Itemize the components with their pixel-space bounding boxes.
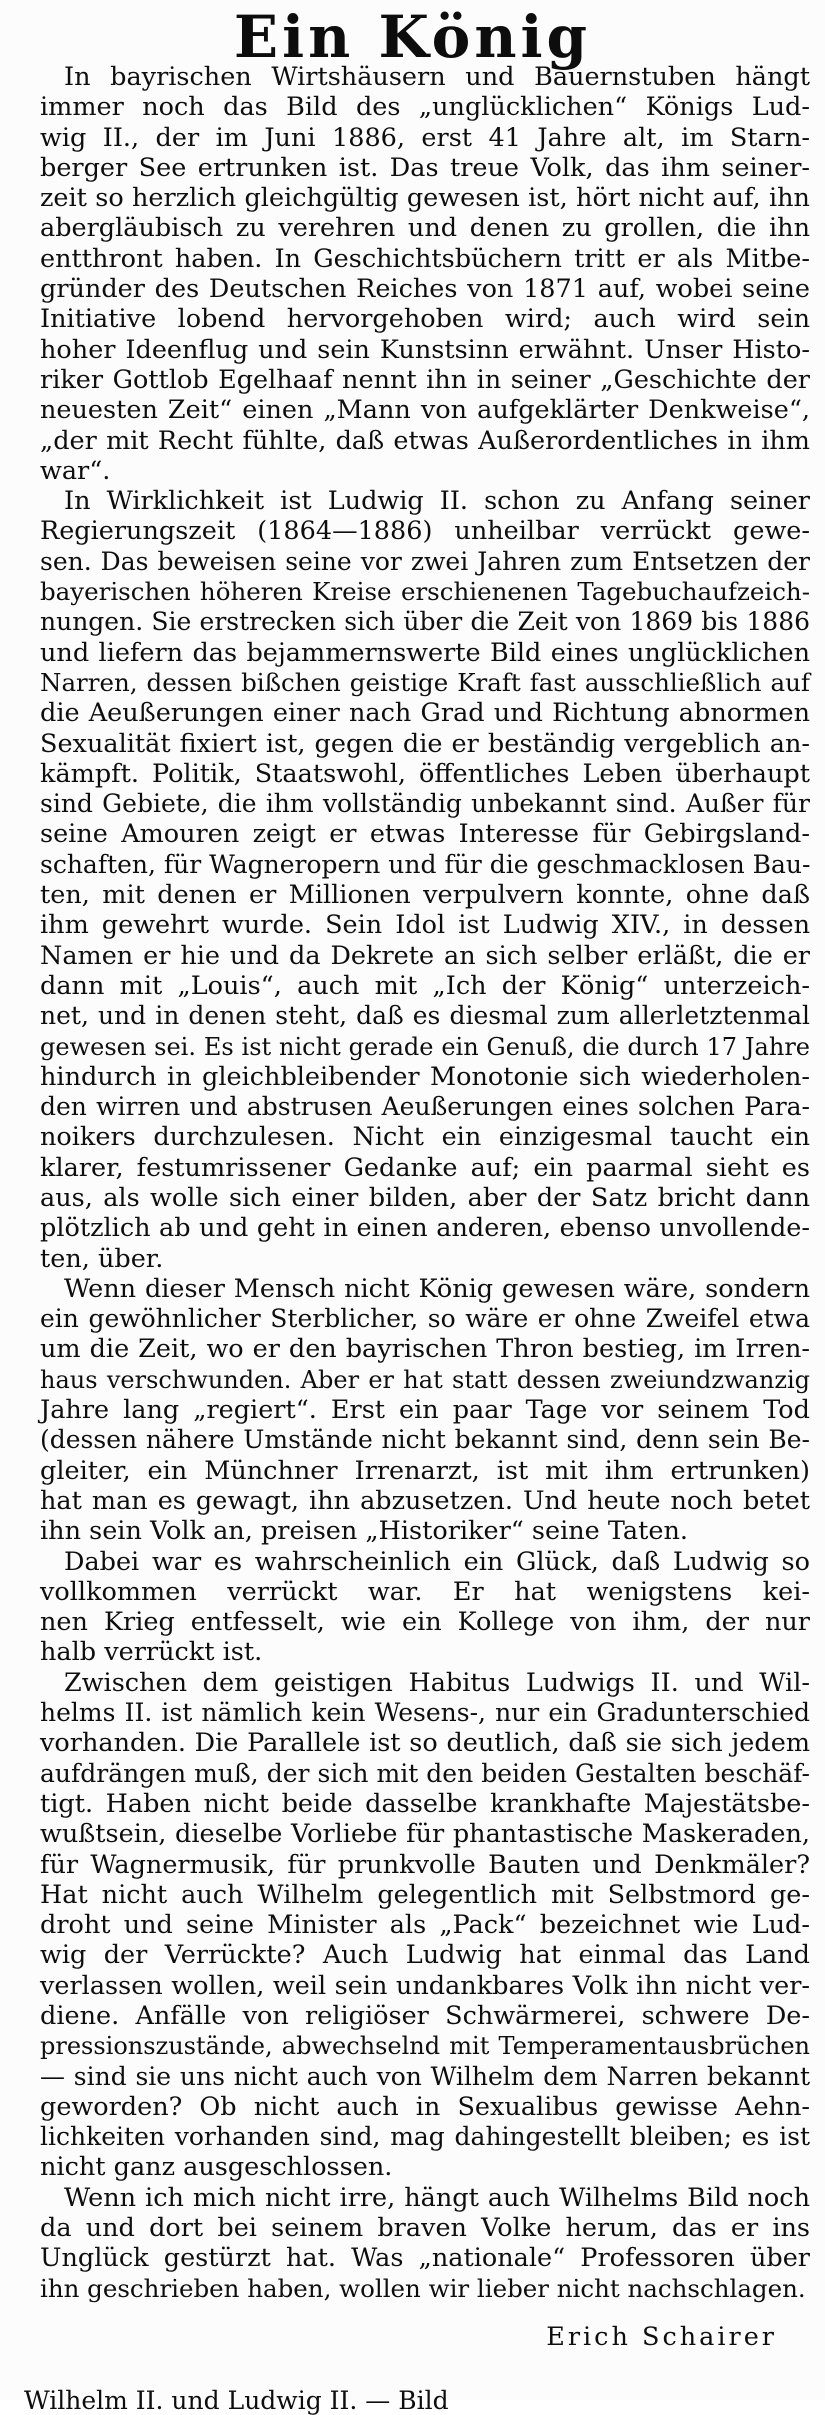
text-line: Namen er hie und da Dekrete an sich selber erläßt, die er — [40, 940, 810, 971]
text-line: da und dort bei seinem braven Volke herum, das er ins — [40, 2213, 810, 2244]
text-line: (dessen nähere Umstände nicht bekannt sind, denn sein Be- — [40, 1425, 810, 1455]
text-line: Narren, dessen bißchen geistige Kraft fast ausschließlich auf — [40, 667, 810, 697]
paragraph — [40, 2183, 810, 2304]
paragraph — [40, 486, 810, 1274]
paragraph — [40, 1274, 810, 1547]
text-line: verlassen wollen, weil sein undankbares Volk ihn nicht ver- — [40, 1970, 810, 2001]
text-line: net, und in denen steht, daß es diesmal zum allerletztenmal — [40, 1001, 810, 1031]
text-line: zeit so herzlich gleichgültig gewesen ist, hört nicht auf, ihn — [40, 183, 810, 214]
text-line: In Wirklichkeit ist Ludwig II. schon zu Anfang seiner — [64, 486, 810, 517]
text-line: ihm gewehrt wurde. Sein Idol ist Ludwig XIV., in dessen — [40, 910, 810, 941]
text-line: sen. Das beweisen seine vor zwei Jahren zum Entsetzen der — [40, 546, 810, 576]
paragraph — [40, 1547, 810, 1668]
text-line: Unglück gestürzt hat. Was „nationale“ Professoren über — [40, 2243, 810, 2274]
text-line: hindurch in gleichbleibender Monotonie sich wiederholen- — [40, 1061, 810, 1092]
text-line: wig II., der im Juni 1886, erst 41 Jahre alt, im Starn- — [40, 122, 810, 153]
text-line: ten, über. — [40, 1243, 164, 1274]
text-line: pressionszustände, abwechselnd mit Temperamentausbrüchen — [40, 2032, 810, 2061]
text-line: dann mit „Louis“, auch mit „Ich der König“ unterzeich- — [40, 970, 810, 1001]
text-line: wig der Verrückte? Auch Ludwig hat einmal das Land — [40, 1940, 810, 1971]
text-line: entthront haben. In Geschichtsbüchern tritt er als Mitbe- — [40, 243, 810, 274]
author-signature: Erich Schairer — [546, 2322, 777, 2352]
text-line: lichkeiten vorhanden sind, mag dahingestellt bleiben; es ist — [40, 2122, 810, 2152]
text-line: diene. Anfälle von religiöser Schwärmerei, schwere De- — [40, 2001, 810, 2031]
text-line: hoher Ideenflug und sein Kunstsinn erwähnt. Unser Histo- — [40, 334, 810, 365]
text-line: Zwischen dem geistigen Habitus Ludwigs II. und Wil- — [64, 1667, 810, 1698]
text-line: gleiter, ein Münchner Irrenarzt, ist mit ihm ertrunken) — [40, 1455, 810, 1486]
article-body — [40, 62, 810, 2304]
text-line: immer noch das Bild des „unglücklichen“ Königs Lud- — [40, 92, 810, 123]
text-line: schaften, für Wagneropern und für die geschmacklosen Bau- — [40, 849, 811, 879]
text-line: gewesen sei. Es ist nicht gerade ein Genuß, die durch 17 Jahre — [40, 1032, 810, 1061]
text-line: kämpft. Politik, Staatswohl, öffentliches Leben überhaupt — [40, 758, 810, 789]
text-line: hat man es gewagt, ihn abzusetzen. Und heute noch betet — [40, 1485, 810, 1516]
text-line: plötzlich ab und geht in einen anderen, ebenso unvollende- — [40, 1213, 810, 1244]
text-line: — sind sie uns nicht auch von Wilhelm dem Narren bekannt — [40, 2061, 810, 2091]
text-line: sind Gebiete, die ihm vollständig unbekannt sind. Außer für — [40, 789, 810, 819]
text-line: geworden? Ob nicht auch in Sexualibus gewisse Aehn- — [40, 2091, 810, 2122]
text-line: ein gewöhnlicher Sterblicher, so wäre er ohne Zweifel etwa — [40, 1304, 810, 1334]
text-line: abergläubisch zu verehren und denen zu grollen, die ihn — [40, 213, 810, 244]
text-line: ten, mit denen er Millionen verpulvern konnte, ohne daß — [40, 880, 810, 911]
text-line: bayerischen höheren Kreise erschienenen Tagebuchaufzeich- — [40, 577, 810, 607]
text-line: Initiative lobend hervorgehoben wird; auch wird sein — [40, 304, 810, 335]
text-line: noikers durchzulesen. Nicht ein einzigesmal taucht ein — [40, 1122, 810, 1153]
text-line: klarer, festumrissener Gedanke auf; ein paarmal sieht es — [40, 1152, 810, 1183]
text-line: Sexualität fixiert ist, gegen die er beständig vergeblich an- — [40, 728, 810, 759]
text-line: um die Zeit, wo er den bayrischen Thron bestieg, im Irren- — [40, 1334, 810, 1365]
text-line: Jahre lang „regiert“. Erst ein paar Tage vor seinem Tod — [40, 1395, 810, 1426]
text-line: seine Amouren zeigt er etwas Interesse für Gebirgsland- — [40, 819, 810, 850]
text-line: helms II. ist nämlich kein Wesens-, nur ein Gradunterschied — [40, 1698, 810, 1728]
text-line: nen Krieg entfesselt, wie ein Kollege von ihm, der nur — [40, 1607, 810, 1638]
text-line: aufdrängen muß, der sich mit den beiden Gestalten beschäf- — [40, 1758, 810, 1788]
text-line: In bayrischen Wirtshäusern und Bauernstuben hängt — [64, 62, 810, 92]
paragraph — [40, 62, 810, 486]
text-line: Dabei war es wahrscheinlich ein Glück, daß Ludwig so — [64, 1546, 810, 1577]
text-line: gründer des Deutschen Reiches von 1871 auf, wobei seine — [40, 274, 810, 305]
text-line: haus verschwunden. Aber er hat statt dessen zweiundzwanzig — [40, 1365, 810, 1394]
text-line: Hat nicht auch Wilhelm gelegentlich mit Selbstmord ge- — [40, 1879, 810, 1910]
paragraph — [40, 1668, 810, 2183]
text-line: riker Gottlob Egelhaaf nennt ihn in seiner „Geschichte der — [40, 364, 810, 395]
text-line: wußtsein, dieselbe Vorliebe für phantastische Maskeraden, — [40, 1819, 810, 1850]
text-line: Regierungszeit (1864—1886) unheilbar verrückt gewe- — [40, 516, 810, 547]
text-line: für Wagnermusik, für prunkvolle Bauten und Denkmäler? — [40, 1849, 810, 1880]
text-line: Wenn ich mich nicht irre, hängt auch Wilhelms Bild noch — [64, 2182, 810, 2213]
text-line: den wirren und abstrusen Aeußerungen eines solchen Para- — [40, 1092, 810, 1122]
text-line: tigt. Haben nicht beide dasselbe krankhafte Majestätsbe- — [40, 1788, 810, 1819]
text-line: die Aeußerungen einer nach Grad und Richtung abnormen — [40, 698, 810, 729]
text-line: „der mit Recht fühlte, daß etwas Außerordentliches in ihm — [40, 425, 810, 456]
text-line: war“. — [40, 455, 111, 486]
text-line: ihn sein Volk an, preisen „Historiker“ seine Taten. — [40, 1516, 688, 1547]
text-line: ihn geschrieben haben, wollen wir lieber nicht nachschlagen. — [40, 2273, 806, 2303]
text-line: nicht ganz ausgeschlossen. — [40, 2152, 393, 2183]
text-line: nungen. Sie erstrecken sich über die Zeit von 1869 bis 1886 — [40, 607, 810, 637]
text-line: berger See ertrunken ist. Das treue Volk, das ihm seiner- — [40, 152, 810, 183]
text-line: und liefern das bejammernswerte Bild eines unglücklichen — [40, 637, 810, 668]
text-line: vollkommen verrückt war. Er hat wenigstens kei- — [40, 1576, 810, 1607]
text-line: Wenn dieser Mensch nicht König gewesen wäre, sondern — [64, 1273, 810, 1304]
text-line: vorhanden. Die Parallele ist so deutlich, daß sie sich jedem — [40, 1728, 810, 1759]
cutoff-next-article-line: Wilhelm II. und Ludwig II. — Bild — [24, 2386, 449, 2415]
text-line: neuesten Zeit“ einen „Mann von aufgeklärter Denkweise“, — [40, 395, 810, 426]
text-line: aus, als wolle sich einer bilden, aber der Satz bricht dann — [40, 1182, 810, 1213]
text-line: halb verrückt ist. — [40, 1637, 263, 1668]
text-line: droht und seine Minister als „Pack“ bezeichnet wie Lud- — [40, 1910, 810, 1941]
article-title: Ein König — [233, 3, 592, 71]
